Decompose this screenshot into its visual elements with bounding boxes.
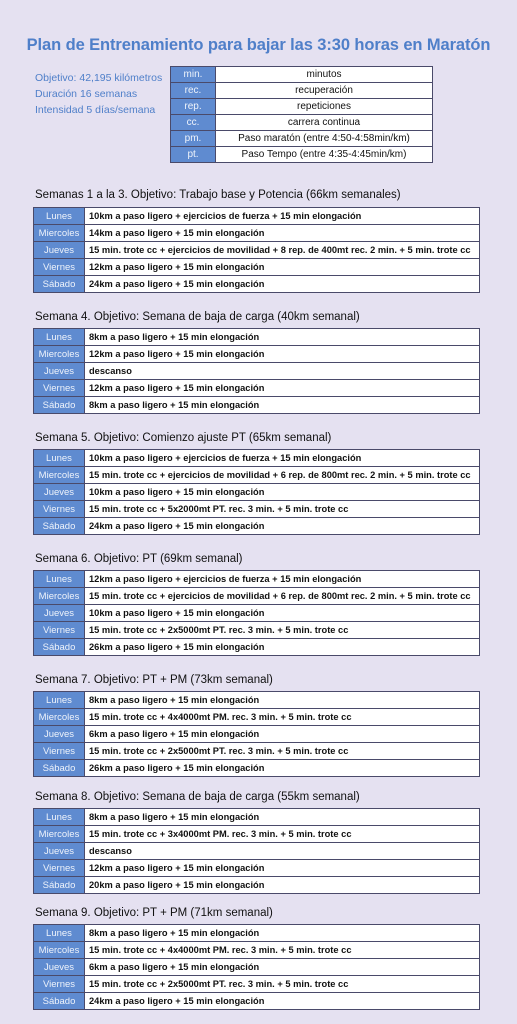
schedule-row bbox=[34, 877, 480, 894]
activity: 10km a paso ligero + 15 min elongación bbox=[85, 484, 480, 501]
activity: 24km a paso ligero + 15 min elongación bbox=[85, 993, 480, 1010]
schedule-row bbox=[34, 942, 480, 959]
legend-def: Paso maratón (entre 4:50-4:58min/km) bbox=[216, 131, 433, 147]
day-label: Sábado bbox=[34, 518, 85, 535]
week-title: Semanas 1 a la 3. Objetivo: Trabajo base y Potencia (66km semanales) bbox=[35, 189, 401, 201]
activity: 15 min. trote cc + 4x4000mt PM. rec. 3 min. + 5 min. trote cc bbox=[85, 709, 480, 726]
schedule-row bbox=[34, 743, 480, 760]
day-label: Sábado bbox=[34, 397, 85, 414]
legend-def: Paso Tempo (entre 4:35-4:45min/km) bbox=[216, 147, 433, 163]
schedule-row bbox=[34, 242, 480, 259]
plan-info bbox=[35, 70, 162, 118]
schedule-row bbox=[34, 484, 480, 501]
legend-abbr: rep. bbox=[171, 99, 216, 115]
schedule-row bbox=[34, 809, 480, 826]
week-schedule bbox=[33, 924, 480, 1010]
activity: 8km a paso ligero + 15 min elongación bbox=[85, 809, 480, 826]
activity: 15 min. trote cc + ejercicios de movilidad + 6 rep. de 800mt rec. 2 min. + 5 min. trote cc bbox=[85, 588, 480, 605]
day-label: Miercoles bbox=[34, 709, 85, 726]
legend-row bbox=[171, 131, 433, 147]
activity: 8km a paso ligero + 15 min elongación bbox=[85, 925, 480, 942]
day-label: Miercoles bbox=[34, 346, 85, 363]
activity: 10km a paso ligero + ejercicios de fuerza + 15 min elongación bbox=[85, 450, 480, 467]
schedule-row bbox=[34, 588, 480, 605]
schedule-row bbox=[34, 760, 480, 777]
legend-abbr: rec. bbox=[171, 83, 216, 99]
week-title: Semana 6. Objetivo: PT (69km semanal) bbox=[35, 553, 243, 565]
schedule-row bbox=[34, 571, 480, 588]
day-label: Viernes bbox=[34, 976, 85, 993]
schedule-row bbox=[34, 826, 480, 843]
activity: 8km a paso ligero + 15 min elongación bbox=[85, 329, 480, 346]
week-title: Semana 9. Objetivo: PT + PM (71km semanal) bbox=[35, 907, 273, 919]
activity: 12km a paso ligero + 15 min elongación bbox=[85, 380, 480, 397]
page-title: Plan de Entrenamiento para bajar las 3:30 horas en Maratón bbox=[26, 36, 491, 54]
schedule-row bbox=[34, 639, 480, 656]
week-title: Semana 8. Objetivo: Semana de baja de carga (55km semanal) bbox=[35, 791, 360, 803]
day-label: Lunes bbox=[34, 208, 85, 225]
week-title: Semana 5. Objetivo: Comienzo ajuste PT (65km semanal) bbox=[35, 432, 332, 444]
legend-row bbox=[171, 99, 433, 115]
activity: 12km a paso ligero + 15 min elongación bbox=[85, 860, 480, 877]
day-label: Jueves bbox=[34, 726, 85, 743]
schedule-row bbox=[34, 467, 480, 484]
activity: 6km a paso ligero + 15 min elongación bbox=[85, 726, 480, 743]
info-goal: Objetivo: 42,195 kilómetros bbox=[35, 72, 163, 84]
legend-def: repeticiones bbox=[216, 99, 433, 115]
day-label: Lunes bbox=[34, 692, 85, 709]
schedule-row bbox=[34, 959, 480, 976]
day-label: Jueves bbox=[34, 843, 85, 860]
activity: 15 min. trote cc + 3x4000mt PM. rec. 3 min. + 5 min. trote cc bbox=[85, 826, 480, 843]
day-label: Jueves bbox=[34, 363, 85, 380]
day-label: Jueves bbox=[34, 242, 85, 259]
day-label: Miercoles bbox=[34, 942, 85, 959]
schedule-row bbox=[34, 501, 480, 518]
legend-row bbox=[171, 83, 433, 99]
week-schedule bbox=[33, 808, 480, 894]
week-schedule bbox=[33, 691, 480, 777]
activity: 24km a paso ligero + 15 min elongación bbox=[85, 518, 480, 535]
schedule-row bbox=[34, 622, 480, 639]
day-label: Viernes bbox=[34, 743, 85, 760]
week-title: Semana 4. Objetivo: Semana de baja de carga (40km semanal) bbox=[35, 311, 360, 323]
day-label: Jueves bbox=[34, 959, 85, 976]
activity: 15 min. trote cc + 5x2000mt PT. rec. 3 min. + 5 min. trote cc bbox=[85, 501, 480, 518]
activity: 10km a paso ligero + 15 min elongación bbox=[85, 605, 480, 622]
day-label: Viernes bbox=[34, 501, 85, 518]
activity: 15 min. trote cc + ejercicios de movilidad + 6 rep. de 800mt rec. 2 min. + 5 min. trote cc bbox=[85, 467, 480, 484]
day-label: Lunes bbox=[34, 450, 85, 467]
day-label: Sábado bbox=[34, 639, 85, 656]
activity: 26km a paso ligero + 15 min elongación bbox=[85, 639, 480, 656]
schedule-row bbox=[34, 925, 480, 942]
schedule-row bbox=[34, 397, 480, 414]
schedule-row bbox=[34, 225, 480, 242]
schedule-row bbox=[34, 605, 480, 622]
schedule-row bbox=[34, 450, 480, 467]
week-schedule bbox=[33, 449, 480, 535]
legend-abbr: pt. bbox=[171, 147, 216, 163]
schedule-row bbox=[34, 993, 480, 1010]
schedule-row bbox=[34, 692, 480, 709]
activity: 6km a paso ligero + 15 min elongación bbox=[85, 959, 480, 976]
activity: descanso bbox=[85, 843, 480, 860]
day-label: Miercoles bbox=[34, 467, 85, 484]
activity: 10km a paso ligero + ejercicios de fuerza + 15 min elongación bbox=[85, 208, 480, 225]
schedule-row bbox=[34, 709, 480, 726]
activity: 8km a paso ligero + 15 min elongación bbox=[85, 397, 480, 414]
activity: 15 min. trote cc + 2x5000mt PT. rec. 3 min. + 5 min. trote cc bbox=[85, 622, 480, 639]
schedule-row bbox=[34, 843, 480, 860]
legend-def: recuperación bbox=[216, 83, 433, 99]
schedule-row bbox=[34, 860, 480, 877]
schedule-row bbox=[34, 208, 480, 225]
day-label: Miercoles bbox=[34, 826, 85, 843]
week-title: Semana 7. Objetivo: PT + PM (73km semanal) bbox=[35, 674, 273, 686]
schedule-row bbox=[34, 726, 480, 743]
week-schedule bbox=[33, 570, 480, 656]
info-duration: Duración 16 semanas bbox=[35, 88, 138, 100]
activity: 12km a paso ligero + 15 min elongación bbox=[85, 259, 480, 276]
week-schedule bbox=[33, 328, 480, 414]
day-label: Jueves bbox=[34, 605, 85, 622]
schedule-row bbox=[34, 276, 480, 293]
legend-row bbox=[171, 67, 433, 83]
day-label: Miercoles bbox=[34, 588, 85, 605]
abbreviations-legend bbox=[170, 66, 433, 163]
day-label: Sábado bbox=[34, 276, 85, 293]
activity: 12km a paso ligero + 15 min elongación bbox=[85, 346, 480, 363]
legend-row bbox=[171, 147, 433, 163]
schedule-row bbox=[34, 518, 480, 535]
day-label: Viernes bbox=[34, 380, 85, 397]
day-label: Sábado bbox=[34, 877, 85, 894]
day-label: Jueves bbox=[34, 484, 85, 501]
schedule-row bbox=[34, 329, 480, 346]
day-label: Miercoles bbox=[34, 225, 85, 242]
day-label: Lunes bbox=[34, 329, 85, 346]
activity: descanso bbox=[85, 363, 480, 380]
schedule-row bbox=[34, 380, 480, 397]
activity: 15 min. trote cc + ejercicios de movilidad + 8 rep. de 400mt rec. 2 min. + 5 min. trote cc bbox=[85, 242, 480, 259]
activity: 24km a paso ligero + 15 min elongación bbox=[85, 276, 480, 293]
activity: 14km a paso ligero + 15 min elongación bbox=[85, 225, 480, 242]
activity: 8km a paso ligero + 15 min elongación bbox=[85, 692, 480, 709]
legend-abbr: min. bbox=[171, 67, 216, 83]
week-schedule bbox=[33, 207, 480, 293]
activity: 15 min. trote cc + 2x5000mt PT. rec. 3 min. + 5 min. trote cc bbox=[85, 976, 480, 993]
schedule-row bbox=[34, 346, 480, 363]
legend-def: carrera continua bbox=[216, 115, 433, 131]
legend-def: minutos bbox=[216, 67, 433, 83]
schedule-row bbox=[34, 363, 480, 380]
day-label: Sábado bbox=[34, 760, 85, 777]
activity: 15 min. trote cc + 4x4000mt PM. rec. 3 min. + 5 min. trote cc bbox=[85, 942, 480, 959]
legend-abbr: cc. bbox=[171, 115, 216, 131]
activity: 20km a paso ligero + 15 min elongación bbox=[85, 877, 480, 894]
legend-row bbox=[171, 115, 433, 131]
schedule-row bbox=[34, 259, 480, 276]
info-intensity: Intensidad 5 días/semana bbox=[35, 104, 156, 116]
activity: 12km a paso ligero + ejercicios de fuerza + 15 min elongación bbox=[85, 571, 480, 588]
activity: 15 min. trote cc + 2x5000mt PT. rec. 3 min. + 5 min. trote cc bbox=[85, 743, 480, 760]
day-label: Lunes bbox=[34, 925, 85, 942]
day-label: Lunes bbox=[34, 809, 85, 826]
day-label: Lunes bbox=[34, 571, 85, 588]
day-label: Viernes bbox=[34, 860, 85, 877]
day-label: Viernes bbox=[34, 259, 85, 276]
day-label: Viernes bbox=[34, 622, 85, 639]
activity: 26km a paso ligero + 15 min elongación bbox=[85, 760, 480, 777]
schedule-row bbox=[34, 976, 480, 993]
day-label: Sábado bbox=[34, 993, 85, 1010]
legend-abbr: pm. bbox=[171, 131, 216, 147]
